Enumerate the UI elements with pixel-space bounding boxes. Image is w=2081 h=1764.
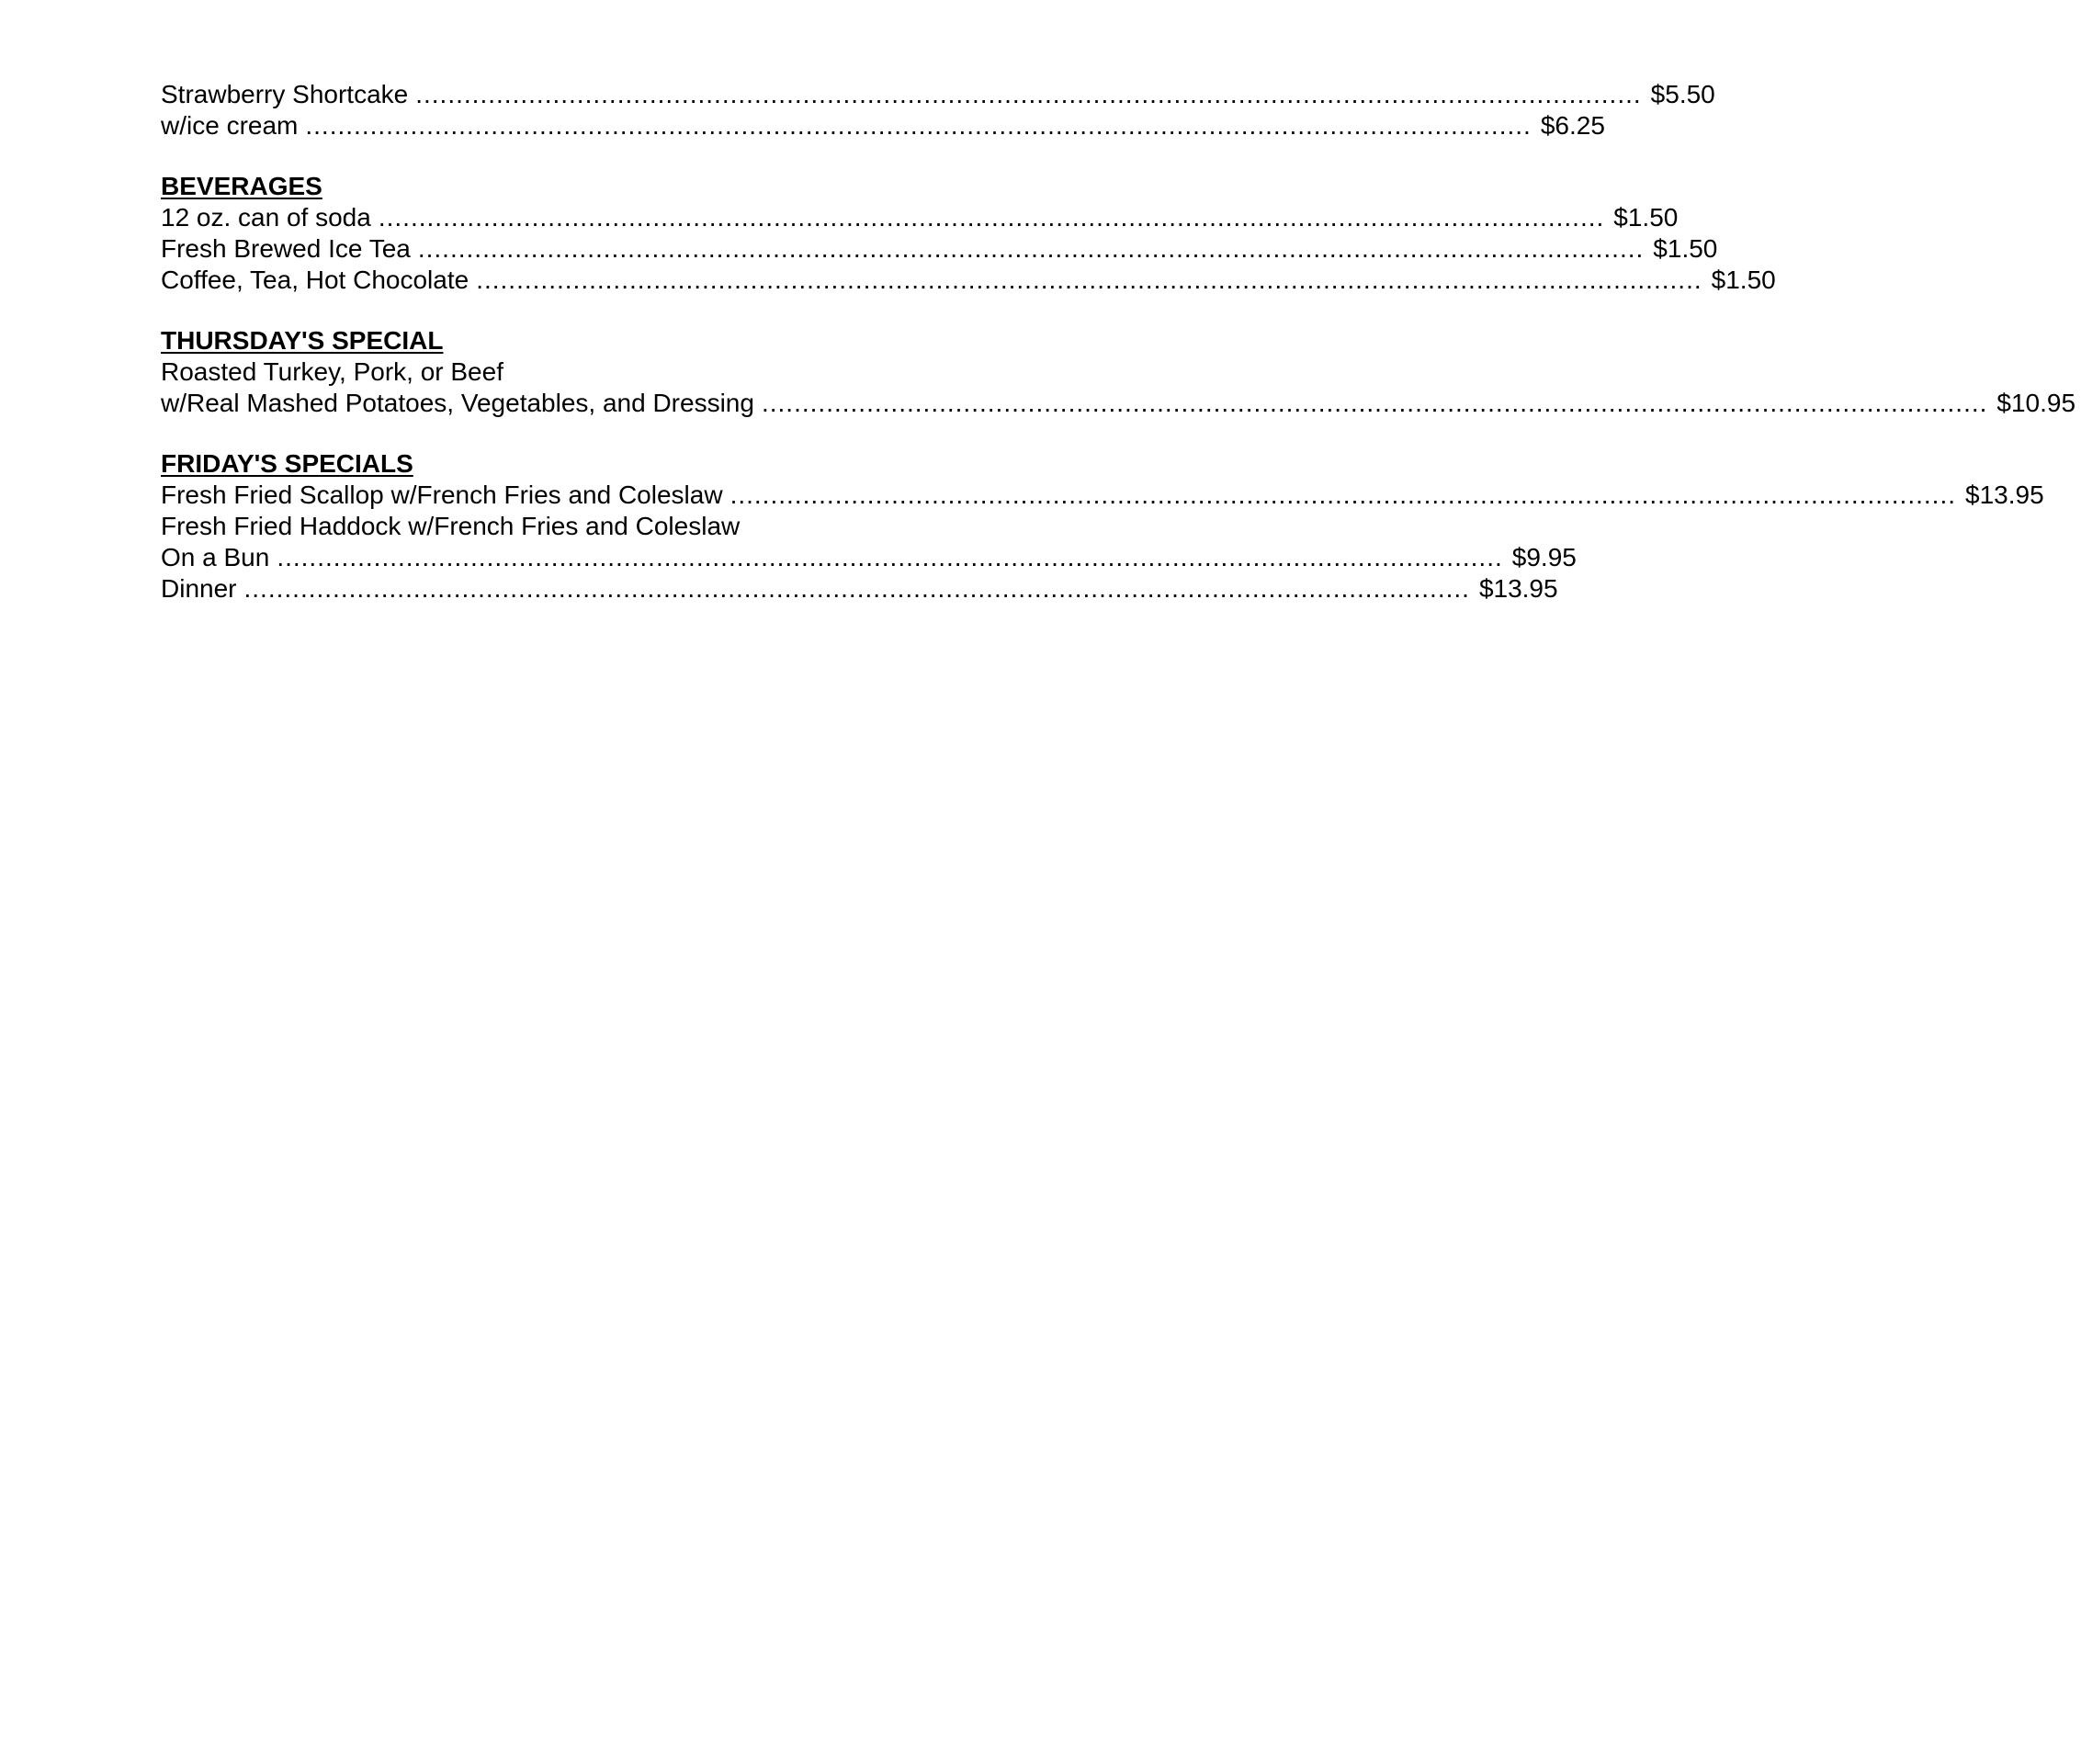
item-price: $1.50 [1711,266,1776,294]
section-heading: BEVERAGES [161,172,322,200]
item-name: Coffee, Tea, Hot Chocolate [161,266,469,294]
item-name: Fresh Fried Scallop w/French Fries and Coleslaw [161,481,723,509]
item-name: Roasted Turkey, Pork, or Beef [161,357,503,386]
item-price: $9.95 [1511,543,1577,571]
dot-leader: ........................................................................................................................................................ [305,111,1532,140]
menu-item [161,79,1715,110]
menu-item [161,202,1679,233]
item-name: w/Real Mashed Potatoes, Vegetables, and Dressing [161,389,754,417]
menu-item [161,388,2076,419]
dessert-section [161,79,1715,141]
dot-leader: ........................................................................................................................................................ [476,266,1702,294]
item-price: $6.25 [1540,111,1605,140]
item-name: 12 oz. can of soda [161,203,371,232]
dot-leader: ........................................................................................................................................................ [415,80,1642,108]
item-price: $13.95 [1965,481,2044,509]
item-price: $13.95 [1478,574,1558,603]
item-name: Fresh Fried Haddock w/French Fries and Coleslaw [161,512,741,540]
menu-item-description [161,511,1125,542]
item-price: $5.50 [1650,80,1715,108]
menu-item [161,573,1558,605]
item-price: $10.95 [1996,389,2076,417]
item-name: w/ice cream [161,111,299,140]
item-name: Fresh Brewed Ice Tea [161,234,411,263]
section-heading: THURSDAY'S SPECIAL [161,326,444,355]
item-name: On a Bun [161,543,270,571]
dot-leader: ........................................................................................................................................................ [761,389,1988,417]
menu-page [161,79,2076,605]
friday-specials-section [161,448,2044,605]
menu-item [161,265,1776,296]
menu-item [161,542,1577,573]
menu-item-description [161,356,1125,388]
dot-leader: ........................................................................................................................................................ [729,481,1957,509]
beverages-section [161,171,1776,296]
dot-leader: ........................................................................................................................................................ [277,543,1503,571]
menu-item [161,480,2044,511]
item-price: $1.50 [1613,203,1679,232]
menu-item [161,233,1718,265]
dot-leader: ........................................................................................................................................................ [417,234,1645,263]
dot-leader: ........................................................................................................................................................ [243,574,1470,603]
menu-item [161,110,1605,141]
section-heading: FRIDAY'S SPECIALS [161,449,413,478]
item-price: $1.50 [1653,234,1718,263]
item-name: Strawberry Shortcake [161,80,409,108]
thursday-special-section [161,325,2076,419]
dot-leader: ........................................................................................................................................................ [378,203,1605,232]
item-name: Dinner [161,574,237,603]
